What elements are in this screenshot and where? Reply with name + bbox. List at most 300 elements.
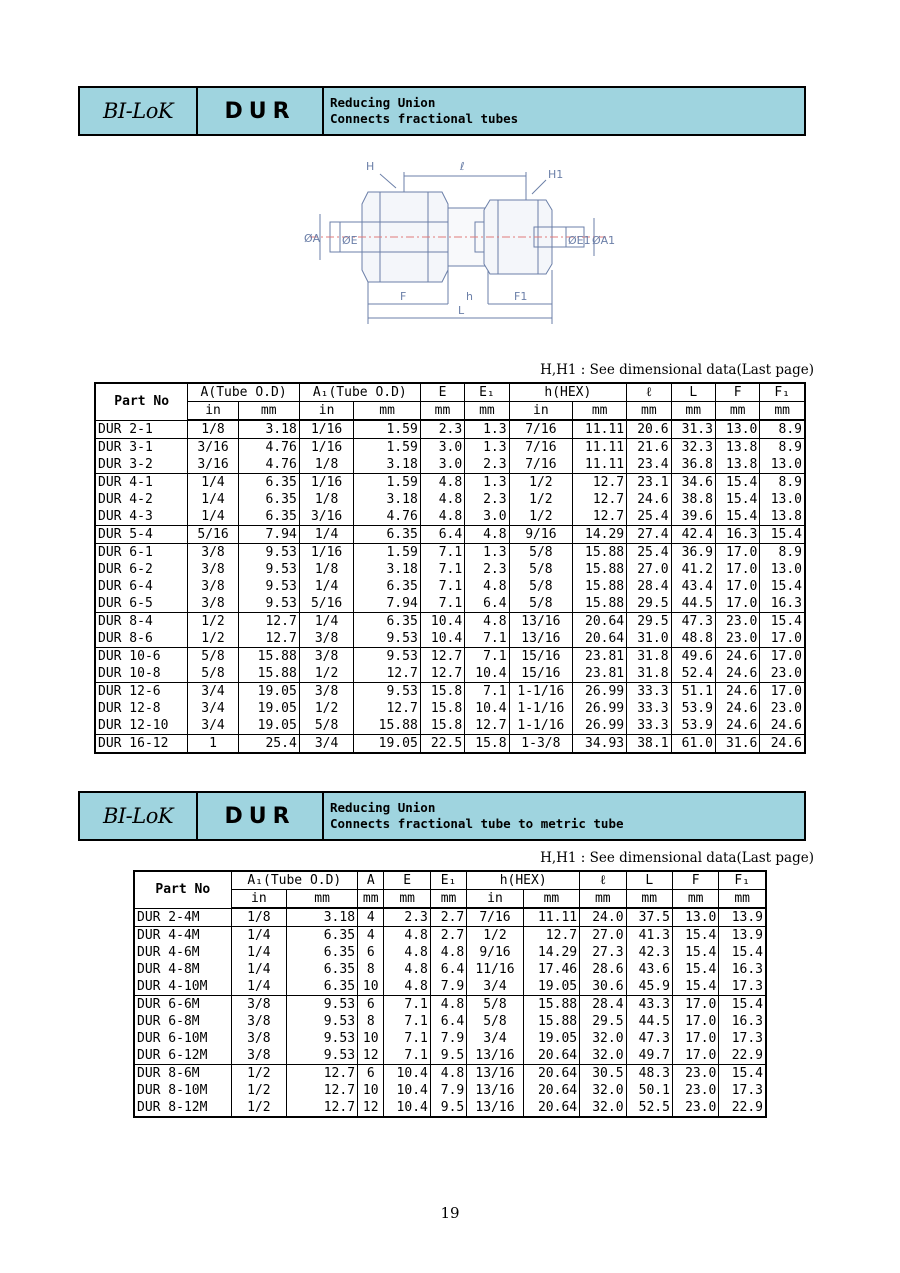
table-cell: 23.4	[627, 456, 671, 474]
table-cell: 8.9	[760, 420, 805, 439]
table-cell: 1/2	[299, 665, 354, 683]
label-L: L	[458, 304, 465, 317]
table-cell: 26.99	[573, 683, 627, 701]
table-cell: 15.88	[573, 595, 627, 613]
table-row	[95, 491, 805, 508]
part-number-cell: DUR 6-2	[95, 561, 188, 578]
table-cell: 12	[358, 1047, 384, 1065]
part-number-cell: DUR 4-1	[95, 474, 188, 492]
table-cell: 24.6	[715, 683, 759, 701]
table-cell: 9.53	[287, 996, 358, 1014]
table-cell: 9.53	[287, 1030, 358, 1047]
table-cell: 37.5	[626, 908, 672, 927]
part-number-cell: DUR 2-1	[95, 420, 188, 439]
unit: mm	[354, 402, 420, 421]
product-description	[324, 88, 518, 134]
table-cell: 27.3	[580, 944, 626, 961]
unit: in	[509, 402, 573, 421]
unit: mm	[627, 402, 671, 421]
table-cell: 3/4	[188, 717, 238, 735]
table-cell: 28.6	[580, 961, 626, 978]
table-row	[134, 1099, 766, 1117]
table-cell: 3.18	[354, 561, 420, 578]
table-row	[95, 700, 805, 717]
table-cell: 26.99	[573, 700, 627, 717]
table-cell: 29.5	[627, 613, 671, 631]
table-cell: 10.4	[465, 665, 509, 683]
table-cell: 12.7	[420, 665, 464, 683]
table-cell: 1-1/16	[509, 717, 573, 735]
table-cell: 6	[358, 944, 384, 961]
table-cell: 7.1	[420, 578, 464, 595]
unit: mm	[523, 890, 579, 909]
table-cell: 15.4	[760, 526, 805, 544]
table-cell: 15.4	[672, 927, 718, 945]
table-cell: 9.53	[238, 595, 299, 613]
table-cell: 4.8	[430, 1065, 466, 1083]
product-description	[324, 793, 624, 839]
unit: in	[467, 890, 523, 909]
table-cell: 49.7	[626, 1047, 672, 1065]
table-cell: 29.5	[627, 595, 671, 613]
table-cell: 13/16	[467, 1082, 523, 1099]
spec-table-metric	[133, 870, 767, 1118]
table-cell: 17.0	[715, 561, 759, 578]
table-cell: 6.35	[354, 613, 420, 631]
table-cell: 1/4	[188, 491, 238, 508]
table-cell: 12.7	[287, 1099, 358, 1117]
table-cell: 3/16	[188, 439, 238, 457]
table-cell: 2.3	[384, 908, 430, 927]
part-number-cell: DUR 8-12M	[134, 1099, 231, 1117]
table-cell: 20.64	[523, 1047, 579, 1065]
table-cell: 36.8	[671, 456, 715, 474]
table-cell: 13/16	[467, 1047, 523, 1065]
table-cell: 9/16	[509, 526, 573, 544]
table-cell: 25.4	[238, 735, 299, 754]
part-number-cell: DUR 3-2	[95, 456, 188, 474]
col-f: F	[715, 383, 759, 402]
table-cell: 1/4	[231, 961, 287, 978]
table-cell: 11.11	[523, 908, 579, 927]
table-cell: 7.94	[354, 595, 420, 613]
part-number-cell: DUR 8-6	[95, 630, 188, 648]
col-e: E	[420, 383, 464, 402]
table-row	[134, 1065, 766, 1083]
table-cell: 8	[358, 961, 384, 978]
table-row	[95, 735, 805, 754]
label-A: ØA	[304, 232, 321, 245]
table-cell: 3/4	[467, 978, 523, 996]
part-number-cell: DUR 6-4	[95, 578, 188, 595]
table-cell: 14.29	[573, 526, 627, 544]
table-cell: 9.5	[430, 1099, 466, 1117]
table-cell: 6.35	[354, 578, 420, 595]
table-cell: 7/16	[467, 908, 523, 927]
table-cell: 9.53	[354, 683, 420, 701]
table-cell: 29.5	[580, 1013, 626, 1030]
table-cell: 13.0	[760, 491, 805, 508]
table-cell: 10.4	[384, 1099, 430, 1117]
table-cell: 38.8	[671, 491, 715, 508]
unit: mm	[384, 890, 430, 909]
col-L: L	[626, 871, 672, 890]
table-cell: 10	[358, 1082, 384, 1099]
table-cell: 7.9	[430, 1082, 466, 1099]
label-H1: H1	[548, 168, 564, 181]
table-cell: 12.7	[354, 700, 420, 717]
table-row	[95, 630, 805, 648]
table-cell: 9.5	[430, 1047, 466, 1065]
table-cell: 4.76	[354, 508, 420, 526]
table-cell: 1/2	[188, 613, 238, 631]
table-cell: 12.7	[287, 1065, 358, 1083]
table-cell: 45.9	[626, 978, 672, 996]
table-cell: 1-3/8	[509, 735, 573, 754]
table-cell: 17.0	[672, 1030, 718, 1047]
col-part-no: Part No	[134, 871, 231, 908]
col-l: ℓ	[580, 871, 626, 890]
table-cell: 12.7	[523, 927, 579, 945]
table-cell: 9.53	[238, 544, 299, 562]
table-cell: 6.35	[238, 474, 299, 492]
table-cell: 3/4	[467, 1030, 523, 1047]
table-cell: 11/16	[467, 961, 523, 978]
table-cell: 3/8	[231, 996, 287, 1014]
table-row	[95, 456, 805, 474]
table-cell: 16.3	[715, 526, 759, 544]
table-row	[134, 961, 766, 978]
table-cell: 52.4	[671, 665, 715, 683]
table-cell: 10.4	[420, 630, 464, 648]
table-cell: 22.9	[719, 1047, 766, 1065]
table-cell: 1/2	[231, 1099, 287, 1117]
table-row	[134, 944, 766, 961]
table-row	[95, 508, 805, 526]
table-row	[134, 1082, 766, 1099]
col-f1: F₁	[719, 871, 766, 890]
table-cell: 42.4	[671, 526, 715, 544]
table-cell: 1/4	[231, 978, 287, 996]
table-cell: 1-1/16	[509, 683, 573, 701]
table-cell: 15.4	[719, 944, 766, 961]
table-cell: 13.0	[715, 420, 759, 439]
table-cell: 7.1	[465, 630, 509, 648]
table-cell: 1.59	[354, 474, 420, 492]
table-cell: 5/8	[467, 1013, 523, 1030]
unit: mm	[626, 890, 672, 909]
table-cell: 15.8	[465, 735, 509, 754]
table-cell: 4.8	[420, 508, 464, 526]
table-cell: 12.7	[465, 717, 509, 735]
table-cell: 51.1	[671, 683, 715, 701]
table-cell: 16.3	[719, 1013, 766, 1030]
table-cell: 1.59	[354, 439, 420, 457]
table-cell: 33.3	[627, 717, 671, 735]
table-cell: 6	[358, 1065, 384, 1083]
table-cell: 14.29	[523, 944, 579, 961]
unit: mm	[573, 402, 627, 421]
table-cell: 5/8	[467, 996, 523, 1014]
table-cell: 1/16	[299, 544, 354, 562]
table-cell: 7.1	[384, 996, 430, 1014]
table-cell: 24.6	[760, 735, 805, 754]
table-cell: 19.05	[238, 683, 299, 701]
table-row	[95, 474, 805, 492]
table-cell: 20.64	[573, 630, 627, 648]
table-cell: 17.3	[719, 1082, 766, 1099]
table-cell: 22.5	[420, 735, 464, 754]
table-cell: 3/4	[299, 735, 354, 754]
table-cell: 6.4	[465, 595, 509, 613]
table-cell: 48.3	[626, 1065, 672, 1083]
unit: in	[231, 890, 287, 909]
table-cell: 11.11	[573, 420, 627, 439]
table-cell: 6.35	[287, 978, 358, 996]
table-cell: 19.05	[238, 700, 299, 717]
table-cell: 17.0	[715, 578, 759, 595]
table-cell: 42.3	[626, 944, 672, 961]
table-cell: 1.3	[465, 439, 509, 457]
table-cell: 32.0	[580, 1047, 626, 1065]
table-cell: 13.9	[719, 927, 766, 945]
table-cell: 10.4	[384, 1065, 430, 1083]
table-cell: 5/8	[509, 561, 573, 578]
table-cell: 4.8	[430, 944, 466, 961]
table-cell: 20.64	[523, 1099, 579, 1117]
table-cell: 4.8	[420, 491, 464, 508]
table-cell: 13.8	[715, 439, 759, 457]
table-cell: 4	[358, 908, 384, 927]
table-cell: 33.3	[627, 683, 671, 701]
table-cell: 17.0	[760, 630, 805, 648]
part-number-cell: DUR 4-8M	[134, 961, 231, 978]
brand-logo: BI-LoK	[80, 793, 198, 839]
table-cell: 9/16	[467, 944, 523, 961]
brand-logo: BI-LoK	[80, 88, 198, 134]
table-cell: 13.9	[719, 908, 766, 927]
table-cell: 3/16	[299, 508, 354, 526]
table-cell: 3/8	[231, 1047, 287, 1065]
table-cell: 2.3	[465, 491, 509, 508]
table-cell: 15.4	[715, 474, 759, 492]
table-cell: 53.9	[671, 700, 715, 717]
table-cell: 4.76	[238, 439, 299, 457]
table-cell: 2.3	[465, 456, 509, 474]
table-cell: 17.0	[760, 683, 805, 701]
reducing-union-drawing	[300, 152, 620, 328]
col-a: A(Tube O.D)	[188, 383, 299, 402]
table-cell: 50.1	[626, 1082, 672, 1099]
table-cell: 17.3	[719, 978, 766, 996]
section-2-banner	[78, 791, 806, 841]
table-cell: 15.88	[573, 561, 627, 578]
table-cell: 24.6	[760, 717, 805, 735]
col-h: h(HEX)	[509, 383, 627, 402]
table-cell: 43.3	[626, 996, 672, 1014]
label-F: F	[400, 290, 407, 303]
table-row	[95, 439, 805, 457]
table-cell: 23.0	[760, 665, 805, 683]
table-cell: 31.8	[627, 648, 671, 666]
table-cell: 3.18	[238, 420, 299, 439]
part-number-cell: DUR 10-6	[95, 648, 188, 666]
table-cell: 47.3	[626, 1030, 672, 1047]
table-cell: 3/8	[299, 683, 354, 701]
table-cell: 17.46	[523, 961, 579, 978]
table-row	[134, 978, 766, 996]
table-row	[95, 595, 805, 613]
part-number-cell: DUR 5-4	[95, 526, 188, 544]
table-cell: 17.0	[672, 1047, 718, 1065]
table-cell: 19.05	[523, 1030, 579, 1047]
table-cell: 15.4	[672, 944, 718, 961]
table-cell: 7.1	[384, 1030, 430, 1047]
table-cell: 5/16	[299, 595, 354, 613]
col-l: ℓ	[627, 383, 671, 402]
table-cell: 30.6	[580, 978, 626, 996]
table-cell: 3/8	[188, 544, 238, 562]
table-cell: 24.6	[715, 665, 759, 683]
table-row	[95, 665, 805, 683]
table-cell: 32.0	[580, 1030, 626, 1047]
table-cell: 23.0	[672, 1099, 718, 1117]
table-cell: 1/2	[188, 630, 238, 648]
col-h: h(HEX)	[467, 871, 580, 890]
part-number-cell: DUR 3-1	[95, 439, 188, 457]
table-cell: 23.1	[627, 474, 671, 492]
table-cell: 32.0	[580, 1099, 626, 1117]
table-cell: 15/16	[509, 665, 573, 683]
table-cell: 1	[188, 735, 238, 754]
page-number: 19	[440, 1204, 460, 1222]
table-cell: 24.6	[715, 700, 759, 717]
table-cell: 41.3	[626, 927, 672, 945]
table-cell: 1/4	[299, 613, 354, 631]
table-row	[134, 1013, 766, 1030]
table-cell: 3/8	[188, 578, 238, 595]
table-cell: 4.8	[384, 978, 430, 996]
table-cell: 1-1/16	[509, 700, 573, 717]
table-cell: 15.4	[760, 613, 805, 631]
table-cell: 20.64	[573, 613, 627, 631]
part-number-cell: DUR 6-6M	[134, 996, 231, 1014]
table-row	[95, 683, 805, 701]
table-cell: 8	[358, 1013, 384, 1030]
table-cell: 5/8	[188, 665, 238, 683]
table-cell: 7.94	[238, 526, 299, 544]
table-cell: 5/8	[299, 717, 354, 735]
section-1-banner	[78, 86, 806, 136]
table-cell: 3/16	[188, 456, 238, 474]
table-cell: 25.4	[627, 508, 671, 526]
table-cell: 9.53	[287, 1047, 358, 1065]
table-cell: 7/16	[509, 456, 573, 474]
table-cell: 31.6	[715, 735, 759, 754]
table-cell: 24.0	[580, 908, 626, 927]
table-cell: 5/8	[509, 544, 573, 562]
part-number-cell: DUR 4-4M	[134, 927, 231, 945]
table-cell: 3.0	[420, 439, 464, 457]
label-F1: F1	[514, 290, 528, 303]
table-cell: 7.1	[465, 648, 509, 666]
label-l: ℓ	[460, 160, 465, 173]
table-cell: 12.7	[573, 474, 627, 492]
table-row	[134, 908, 766, 927]
table-cell: 19.05	[354, 735, 420, 754]
table-cell: 7.1	[420, 561, 464, 578]
part-number-cell: DUR 4-10M	[134, 978, 231, 996]
table-cell: 1/2	[467, 927, 523, 945]
part-number-cell: DUR 16-12	[95, 735, 188, 754]
table-cell: 7.1	[384, 1047, 430, 1065]
table-body	[95, 420, 805, 753]
table-cell: 24.6	[627, 491, 671, 508]
table-cell: 1/8	[299, 561, 354, 578]
dimension-note: H,H1 : See dimensional data(Last page)	[540, 850, 814, 866]
table-cell: 15.4	[715, 491, 759, 508]
table-row	[95, 526, 805, 544]
table-cell: 31.0	[627, 630, 671, 648]
table-cell: 4.8	[384, 927, 430, 945]
table-cell: 15.8	[420, 717, 464, 735]
table-cell: 25.4	[627, 544, 671, 562]
table-cell: 19.05	[523, 978, 579, 996]
table-cell: 4.8	[430, 996, 466, 1014]
table-cell: 1/4	[231, 927, 287, 945]
unit: mm	[238, 402, 299, 421]
table-cell: 2.7	[430, 908, 466, 927]
table-cell: 17.0	[760, 648, 805, 666]
table-cell: 20.64	[523, 1065, 579, 1083]
table-cell: 7.1	[384, 1013, 430, 1030]
table-cell: 8.9	[760, 439, 805, 457]
table-cell: 4	[358, 927, 384, 945]
unit: in	[299, 402, 354, 421]
table-cell: 1/8	[299, 456, 354, 474]
table-cell: 6.4	[430, 1013, 466, 1030]
table-cell: 7.1	[420, 595, 464, 613]
table-row	[95, 613, 805, 631]
table-row	[134, 927, 766, 945]
table-cell: 2.3	[420, 420, 464, 439]
table-cell: 28.4	[580, 996, 626, 1014]
unit: mm	[672, 890, 718, 909]
table-cell: 1/4	[299, 526, 354, 544]
part-number-cell: DUR 6-10M	[134, 1030, 231, 1047]
table-cell: 12	[358, 1099, 384, 1117]
table-cell: 24.6	[715, 648, 759, 666]
table-cell: 34.93	[573, 735, 627, 754]
label-E1: ØE1	[568, 234, 591, 247]
table-cell: 3.18	[354, 456, 420, 474]
table-cell: 52.5	[626, 1099, 672, 1117]
table-cell: 10	[358, 978, 384, 996]
table-cell: 23.0	[672, 1082, 718, 1099]
unit: mm	[465, 402, 509, 421]
table-cell: 1.3	[465, 474, 509, 492]
table-cell: 27.0	[627, 561, 671, 578]
table-cell: 28.4	[627, 578, 671, 595]
table-cell: 17.0	[715, 595, 759, 613]
table-row	[95, 561, 805, 578]
col-e: E	[384, 871, 430, 890]
table-cell: 12.7	[354, 665, 420, 683]
col-a1: A₁(Tube O.D)	[299, 383, 420, 402]
table-cell: 11.11	[573, 456, 627, 474]
table-cell: 3.18	[354, 491, 420, 508]
table-cell: 2.3	[465, 561, 509, 578]
